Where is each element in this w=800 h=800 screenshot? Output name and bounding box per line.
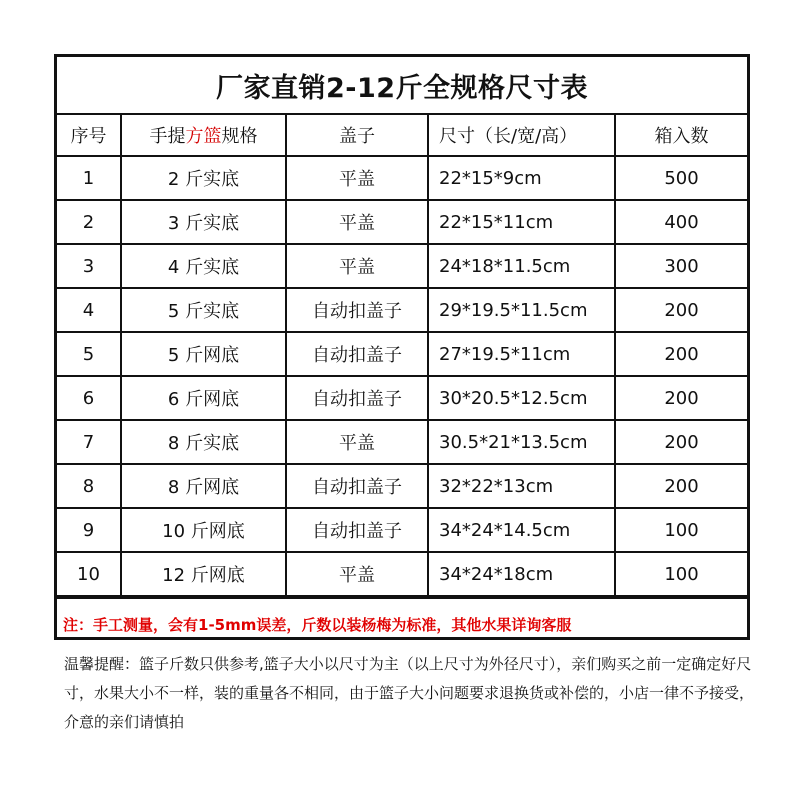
header-index: 序号 — [57, 115, 121, 156]
table-row — [57, 420, 747, 464]
cell-index: 8 — [57, 464, 121, 508]
size-table-frame — [54, 54, 750, 640]
cell-count: 100 — [615, 508, 747, 552]
cell-lid: 平盖 — [286, 244, 428, 288]
size-table — [57, 115, 747, 597]
cell-spec: 4 斤实底 — [121, 244, 286, 288]
cell-lid: 自动扣盖子 — [286, 332, 428, 376]
cell-lid: 自动扣盖子 — [286, 464, 428, 508]
table-row — [57, 156, 747, 200]
cell-index: 2 — [57, 200, 121, 244]
cell-size: 30.5*21*13.5cm — [428, 420, 615, 464]
warm-reminder: 温馨提醒：篮子斤数只供参考,篮子大小以尺寸为主（以上尺寸为外径尺寸），亲们购买之前一定确定好尺寸，水果大小不一样，装的重量各不相同，由于篮子大小问题要求退换货或补偿的，小店一律不予接受，介意的亲们请慎拍 — [64, 655, 755, 731]
cell-lid: 平盖 — [286, 552, 428, 596]
cell-index: 3 — [57, 244, 121, 288]
header-count: 箱入数 — [615, 115, 747, 156]
cell-count: 200 — [615, 420, 747, 464]
header-spec — [121, 115, 286, 156]
cell-lid: 自动扣盖子 — [286, 508, 428, 552]
cell-index: 10 — [57, 552, 121, 596]
cell-spec: 2 斤实底 — [121, 156, 286, 200]
cell-lid: 自动扣盖子 — [286, 376, 428, 420]
cell-index: 6 — [57, 376, 121, 420]
header-lid: 盖子 — [286, 115, 428, 156]
cell-size: 24*18*11.5cm — [428, 244, 615, 288]
table-row — [57, 464, 747, 508]
cell-lid: 平盖 — [286, 200, 428, 244]
header-spec-prefix: 手提 — [149, 126, 186, 147]
cell-size: 34*24*18cm — [428, 552, 615, 596]
table-row — [57, 200, 747, 244]
cell-size: 30*20.5*12.5cm — [428, 376, 615, 420]
cell-index: 9 — [57, 508, 121, 552]
cell-spec: 5 斤网底 — [121, 332, 286, 376]
cell-size: 32*22*13cm — [428, 464, 615, 508]
cell-spec: 3 斤实底 — [121, 200, 286, 244]
table-title: 厂家直销2-12斤全规格尺寸表 — [57, 57, 747, 115]
cell-spec: 8 斤网底 — [121, 464, 286, 508]
header-spec-highlight: 方篮 — [185, 126, 222, 147]
cell-spec: 12 斤网底 — [121, 552, 286, 596]
cell-index: 5 — [57, 332, 121, 376]
cell-index: 1 — [57, 156, 121, 200]
header-spec-suffix: 规格 — [221, 126, 258, 147]
cell-size: 34*24*14.5cm — [428, 508, 615, 552]
cell-size: 29*19.5*11.5cm — [428, 288, 615, 332]
table-row — [57, 244, 747, 288]
cell-index: 7 — [57, 420, 121, 464]
table-row — [57, 508, 747, 552]
cell-count: 200 — [615, 332, 747, 376]
cell-count: 200 — [615, 288, 747, 332]
table-row — [57, 376, 747, 420]
cell-spec: 8 斤实底 — [121, 420, 286, 464]
cell-count: 200 — [615, 376, 747, 420]
table-row — [57, 288, 747, 332]
cell-index: 4 — [57, 288, 121, 332]
header-row — [57, 115, 747, 156]
cell-lid: 平盖 — [286, 420, 428, 464]
table-body — [57, 156, 747, 596]
cell-count: 400 — [615, 200, 747, 244]
cell-count: 500 — [615, 156, 747, 200]
table-row — [57, 332, 747, 376]
header-size: 尺寸（长/宽/高） — [428, 115, 615, 156]
cell-size: 27*19.5*11cm — [428, 332, 615, 376]
cell-spec: 5 斤实底 — [121, 288, 286, 332]
measurement-note: 注：手工测量，会有1-5mm误差，斤数以装杨梅为标准，其他水果详询客服 — [57, 597, 747, 649]
cell-spec: 10 斤网底 — [121, 508, 286, 552]
cell-spec: 6 斤网底 — [121, 376, 286, 420]
table-row — [57, 552, 747, 596]
cell-size: 22*15*11cm — [428, 200, 615, 244]
cell-count: 300 — [615, 244, 747, 288]
cell-count: 100 — [615, 552, 747, 596]
cell-size: 22*15*9cm — [428, 156, 615, 200]
cell-lid: 平盖 — [286, 156, 428, 200]
cell-count: 200 — [615, 464, 747, 508]
cell-lid: 自动扣盖子 — [286, 288, 428, 332]
